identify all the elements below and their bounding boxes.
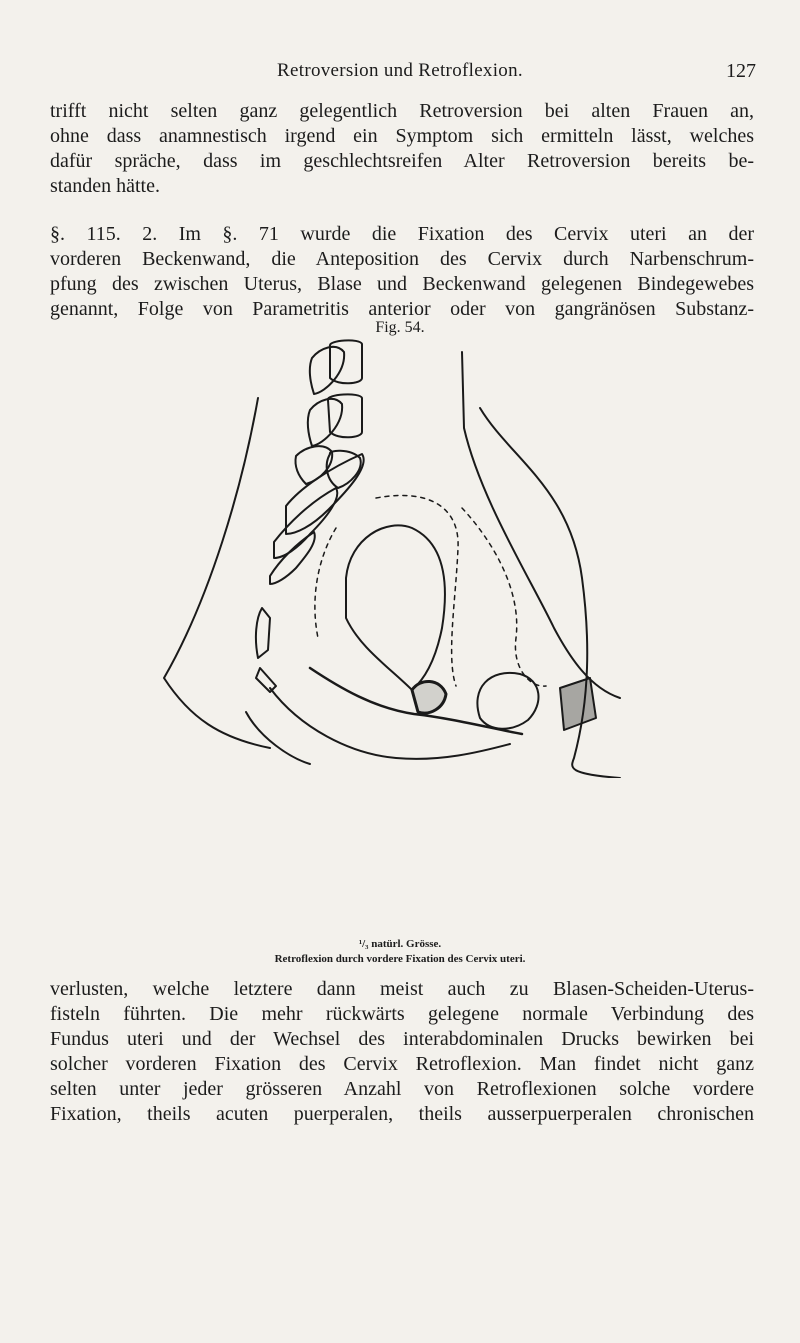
peritoneum-line-anterior: [462, 508, 546, 686]
paragraph-3: [50, 977, 754, 1127]
paragraph-1: [50, 99, 754, 199]
text-line: genannt, Folge von Parametritis anterior oder von gangränösen Substanz-: [50, 298, 754, 320]
text-line: vorderen Beckenwand, die Anteposition des Cervix durch Narbenschrum-: [50, 248, 754, 270]
peritoneum-line-posterior: [315, 528, 336, 638]
figure-scale: ¹/₃ natürl. Grösse.: [358, 938, 442, 950]
vertebrae-drawing: [256, 340, 364, 692]
symphysis-drawing: [560, 678, 596, 730]
text-line: solcher vorderen Fixation des Cervix Retroflexion. Man findet nicht ganz: [50, 1053, 754, 1075]
text-line: dafür spräche, dass im geschlechtsreifen Alter Retroversion bereits be-: [50, 150, 754, 172]
text-line: standen hätte.: [50, 175, 160, 197]
text-line: pfung des zwischen Uterus, Blase und Beckenwand gelegenen Bindegewebes: [50, 273, 754, 295]
text-line: verlusten, welche letztere dann meist auch zu Blasen-Scheiden-Uterus-: [50, 978, 754, 1000]
running-title: Retroversion und Retroflexion.: [277, 60, 523, 81]
text-line: Fixation, theils acuten puerperalen, theils ausserpuerperalen chronischen: [50, 1103, 754, 1125]
page-number: 127: [726, 60, 756, 82]
figure-caption: Retroflexion durch vordere Fixation des Cervix uteri.: [274, 953, 526, 965]
uterus-drawing: [346, 525, 445, 690]
cervix-drawing: [412, 681, 446, 713]
text-line: selten unter jeder grösseren Anzahl von Retroflexionen solche vordere: [50, 1078, 754, 1100]
abdominal-wall: [480, 408, 620, 778]
text-line: ohne dass anamnestisch irgend ein Symptom sich ermitteln lässt, welches: [50, 125, 754, 147]
text-line: Fundus uteri und der Wechsel des interabdominalen Drucks bewirken bei: [50, 1028, 754, 1050]
text-line: trifft nicht selten ganz gelegentlich Retroversion bei alten Frauen an,: [50, 100, 754, 122]
paragraph-2: [50, 222, 754, 322]
text-line: §. 115. 2. Im §. 71 wurde die Fixation des Cervix uteri an der: [50, 223, 754, 245]
figure-label: Fig. 54.: [375, 319, 425, 336]
text-line: fisteln führten. Die mehr rückwärts gelegene normale Verbindung des: [50, 1003, 754, 1025]
page-header: [0, 60, 800, 84]
anatomical-illustration: [150, 338, 650, 778]
anterior-wall-outline: [462, 352, 620, 698]
body-outline: [164, 398, 270, 748]
